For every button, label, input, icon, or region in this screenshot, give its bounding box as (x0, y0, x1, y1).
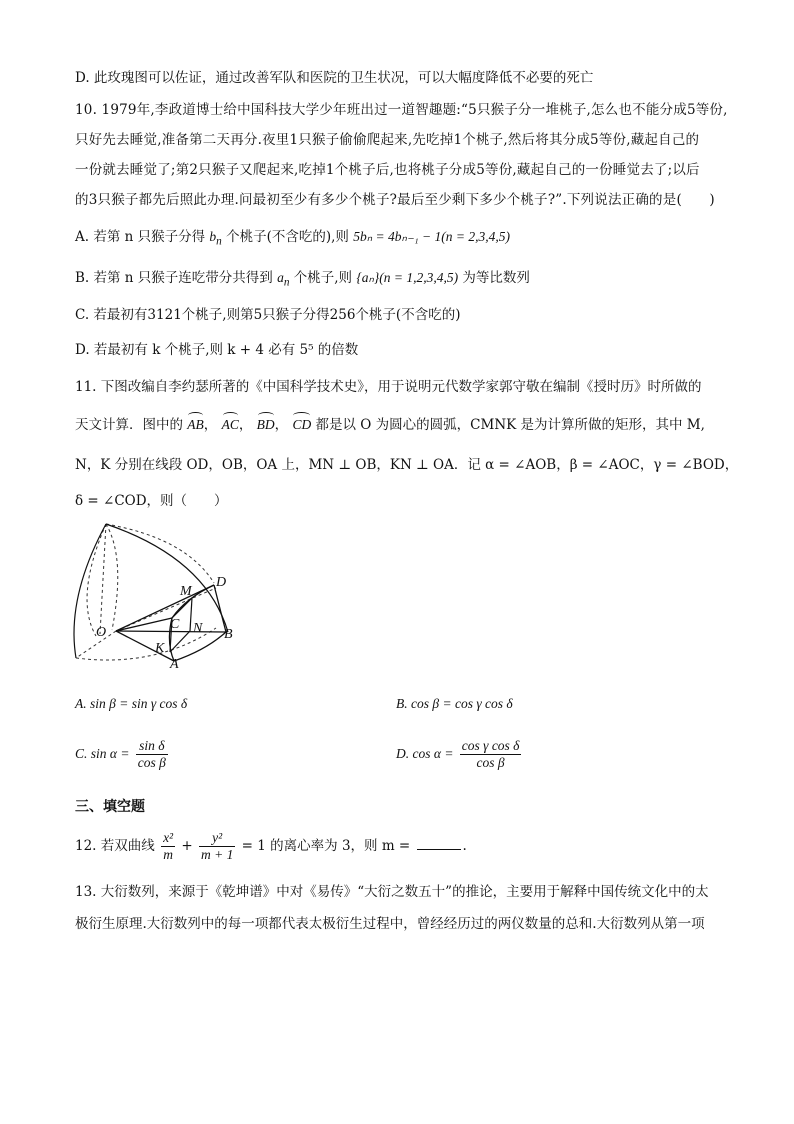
q10-option-b-prefix: B. 若第 n 只猴子连吃带分共得到 (75, 270, 273, 286)
q12 (75, 830, 467, 863)
q10-option-b-formula: {aₙ}(n = 1,2,3,4,5) (356, 270, 459, 285)
q11-option-a: A. sin β = sin γ cos δ (75, 696, 188, 711)
q12-fraction-y (199, 830, 235, 863)
label-b: B (224, 627, 233, 642)
fraction-denominator: cos β (137, 755, 166, 770)
q10-option-a-mid: 个桃子(不含吃的),则 (226, 229, 349, 245)
q11-stem-line-2: 天文计算．图中的 AB， AC， BD， CD 都是以 O 为圆心的圆弧，CMNK 是为计算所做的矩形，其中 M, (75, 417, 705, 433)
q12-prefix: 12. 若双曲线 (75, 838, 155, 854)
segment-mn (190, 598, 192, 631)
arc-ab-figure (174, 632, 226, 661)
q11-option-c-fraction (136, 738, 168, 771)
plus-sign: + (181, 838, 193, 854)
q10-option-a (75, 228, 510, 251)
fraction-denominator: m + 1 (201, 847, 234, 862)
q13-stem-line-1: 13. 大衍数列，来源于《乾坤谱》中对《易传》“大衍之数五十”的推论，主要用于解释中国传统文化中的太 (75, 884, 709, 900)
arc-bd-figure (214, 585, 226, 632)
q10-stem-line-2: 只好先去睡觉,准备第二天再分.夜里1只猴子偷偷爬起来,先吃掉1个桃子,然后将其分成5等份,藏起自己的 (75, 132, 700, 148)
q11-stem-line-4: δ = ∠COD，则（ ） (75, 493, 228, 509)
arc-ab: AB (187, 417, 204, 432)
dashed-meridian-right (106, 524, 214, 583)
label-o: O (96, 625, 107, 640)
answer-blank[interactable] (417, 837, 461, 850)
q10-option-a-prefix: A. 若第 n 只猴子分得 (75, 229, 206, 245)
label-k: K (155, 641, 165, 656)
fraction-numerator: cos γ cos δ (461, 738, 520, 753)
fraction-numerator: y² (199, 830, 235, 847)
fraction-denominator: cos β (476, 755, 505, 770)
q12-end: . (462, 838, 467, 854)
q10-option-a-formula: 5bₙ = 4bₙ₋₁ − 1(n = 2,3,4,5) (353, 229, 510, 244)
segment-cm (172, 598, 192, 618)
segment-oc (116, 618, 172, 631)
q13-stem-line-2: 极衍生原理.大衍数列中的每一项都代表太极衍生过程中，曾经经历过的两仪数量的总和.大衍数列从第一项 (75, 916, 705, 932)
q12-suffix: = 1 的离心率为 3，则 m = (241, 838, 411, 854)
label-d: D (216, 575, 227, 590)
dashed-meridian-center (106, 524, 118, 630)
label-n: N (193, 621, 203, 636)
fraction-denominator: m (163, 847, 173, 862)
q11-option-c-label: C. sin α = (75, 746, 130, 761)
q10-option-b (75, 269, 530, 292)
q10-stem-line-1: 10. 1979年,李政道博士给中国科技大学少年班出过一道智趣题:“5只猴子分一堆桃子,怎么也不能分成5等份, (75, 102, 728, 118)
b-n-symbol: $b_n$ (209, 229, 222, 248)
segment-oa (116, 631, 174, 661)
label-c: C (170, 617, 180, 632)
q12-fraction-x (161, 830, 175, 863)
segment-kn (170, 631, 190, 652)
label-a: A (170, 657, 179, 668)
geometry-figure (66, 518, 246, 668)
q11-stem-line-1: 11. 下图改编自李约瑟所著的《中国科学技术史》，用于说明元代数学家郭守敬在编制《授时历》时所做的 (75, 379, 702, 395)
arc-bd: BD (256, 417, 275, 432)
label-m: M (180, 584, 192, 599)
q10-option-d: D. 若最初有 k 个桃子,则 k + 4 必有 5⁵ 的倍数 (75, 342, 359, 358)
q11-line2-suffix: 都是以 O 为圆心的圆弧，CMNK 是为计算所做的矩形，其中 M, (315, 417, 705, 433)
q11-line2-prefix: 天文计算．图中的 (75, 417, 183, 433)
fraction-numerator: sin δ (136, 738, 168, 755)
q10-stem-line-3: 一份就去睡觉了;第2只猴子又爬起来,吃掉1个桃子后,也将桃子分成5等份,藏起自己的一份睡觉去了;以后 (75, 162, 700, 178)
arc-ac: AC (221, 417, 239, 432)
q10-stem-line-4: 的3只猴子都先后照此办理.问最初至少有多少个桃子?最后至少剩下多少个桃子?”.下列说法正确的是( ) (75, 192, 715, 208)
fraction-numerator: x² (163, 830, 174, 845)
arc-cd: CD (292, 417, 312, 432)
q10-option-b-mid: 个桃子,则 (293, 270, 353, 286)
a-n-symbol: $a_n$ (277, 270, 290, 289)
outer-arc-right (106, 524, 228, 632)
q11-stem-line-3: N，K 分别在线段 OD，OB，OA 上，MN ⊥ OB，KN ⊥ OA．记 α = ∠AOB，β = ∠AOC，γ = ∠BOD， (75, 457, 739, 473)
q11-option-d-label: D. cos α = (396, 746, 454, 761)
q11-option-d-fraction (460, 738, 522, 771)
q9-option-d: D. 此玫瑰图可以佐证，通过改善军队和医院的卫生状况，可以大幅度降低不必要的死亡 (75, 70, 594, 86)
q10-option-b-suffix: 为等比数列 (462, 270, 530, 286)
q11-option-d (396, 738, 523, 771)
section-heading-fill-in: 三、填空题 (75, 799, 145, 815)
q11-option-c (75, 738, 170, 771)
q10-option-c: C. 若最初有3121个桃子,则第5只猴子分得256个桃子(不含吃的) (75, 307, 461, 323)
q11-option-b: B. cos β = cos γ cos δ (396, 696, 513, 711)
dashed-vertical-line (100, 524, 106, 634)
